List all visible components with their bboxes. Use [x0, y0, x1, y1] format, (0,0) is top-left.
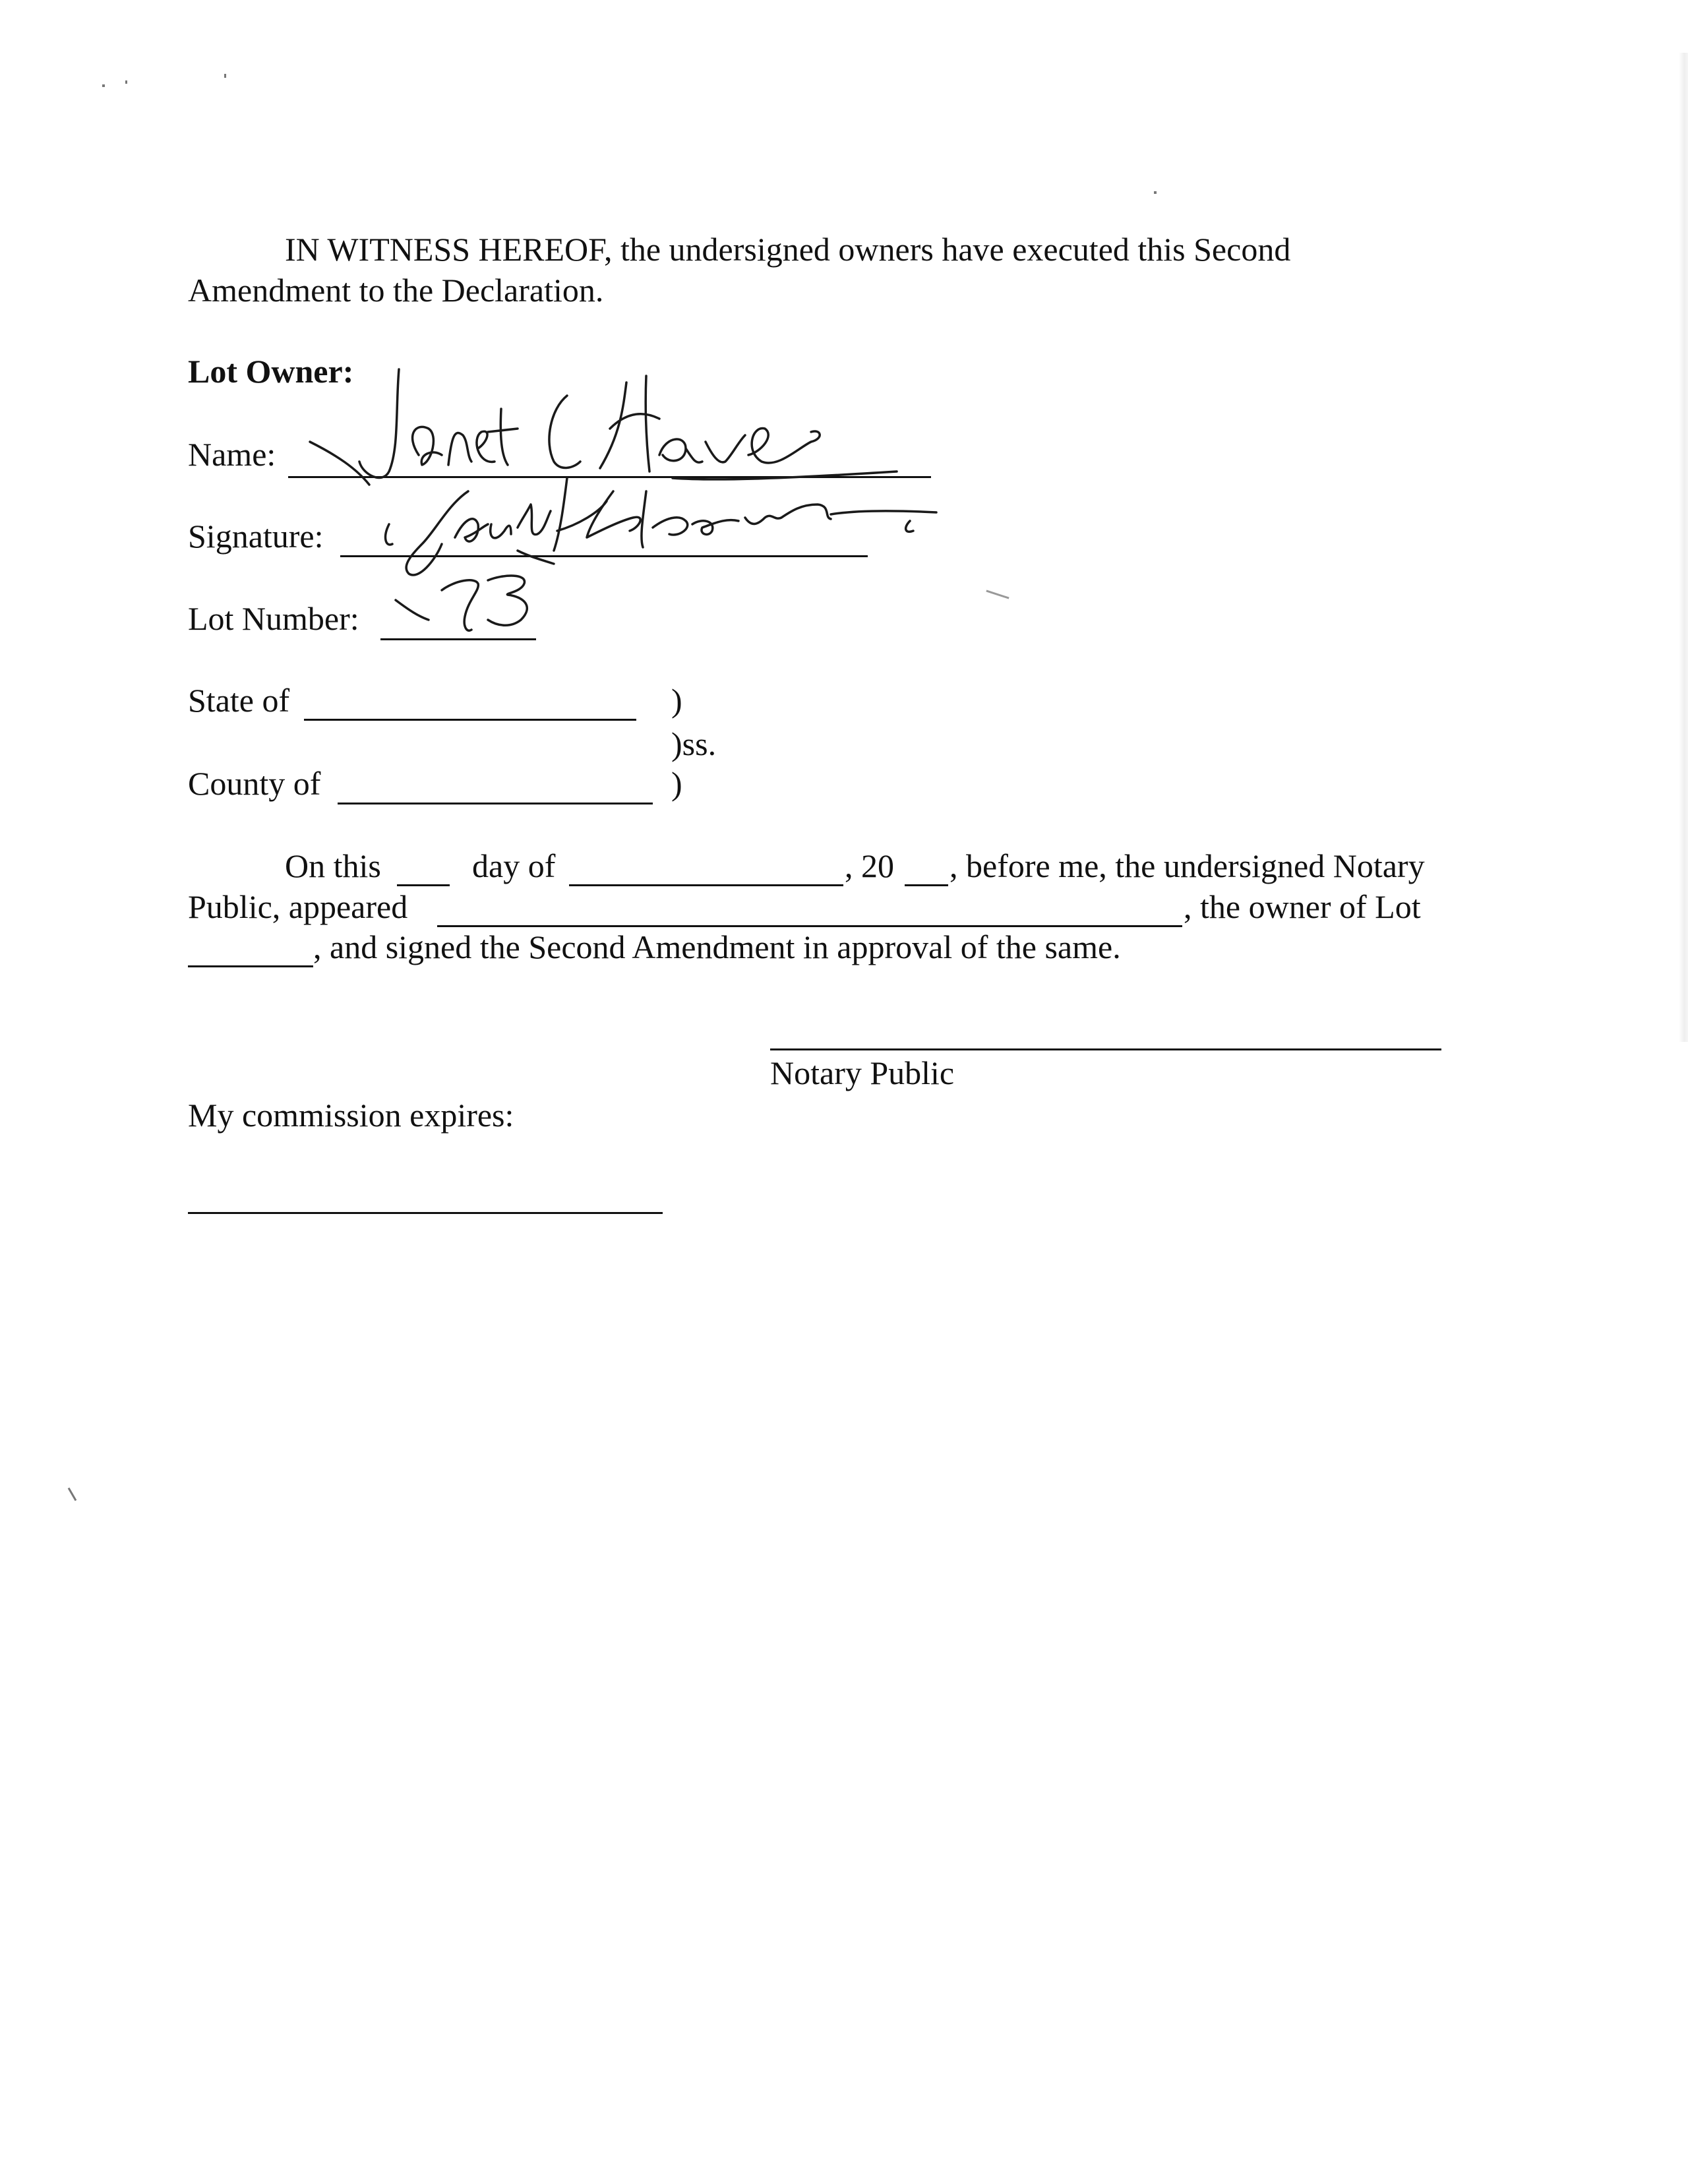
scan-speck	[1154, 191, 1157, 194]
county-paren: )	[671, 765, 682, 802]
witness-line-1: IN WITNESS HEREOF, the undersigned owners have executed this Second	[285, 231, 1291, 268]
state-paren: )	[671, 682, 682, 719]
notary-signature-line	[770, 1048, 1441, 1050]
lot-owner-heading: Lot Owner:	[188, 353, 354, 390]
commission-expires-line	[188, 1212, 663, 1214]
lot-blank	[188, 965, 313, 967]
witness-line-2: Amendment to the Declaration.	[188, 272, 604, 309]
name-label: Name:	[188, 436, 276, 473]
state-label: State of	[188, 682, 290, 719]
year-blank	[905, 884, 948, 886]
notary-line-1b: day of	[472, 847, 556, 884]
notary-line-1a: On this	[285, 847, 381, 884]
notary-line-2a: Public, appeared	[188, 888, 408, 925]
scan-speck	[224, 74, 226, 78]
witness-paragraph	[188, 229, 1454, 270]
notary-line-1c: , 20	[845, 847, 894, 884]
lot-number-label: Lot Number:	[188, 600, 359, 637]
county-label: County of	[188, 765, 321, 802]
state-line	[304, 719, 636, 721]
commission-expires-label: My commission expires:	[188, 1097, 514, 1134]
handwritten-lot-number	[389, 554, 560, 653]
signature-label: Signature:	[188, 518, 324, 555]
county-line	[338, 803, 653, 804]
scan-speck	[68, 1488, 77, 1502]
scan-speck	[102, 84, 105, 87]
ss-label: )ss.	[671, 725, 717, 762]
notary-public-label: Notary Public	[770, 1054, 955, 1091]
notary-line-3: , and signed the Second Amendment in approval of the same.	[313, 928, 1121, 965]
notary-line-1d: , before me, the undersigned Notary	[950, 847, 1425, 884]
scan-edge	[1679, 53, 1688, 1042]
scan-speck	[125, 80, 127, 84]
month-blank	[569, 884, 843, 886]
notary-line-2b: , the owner of Lot	[1184, 888, 1421, 925]
